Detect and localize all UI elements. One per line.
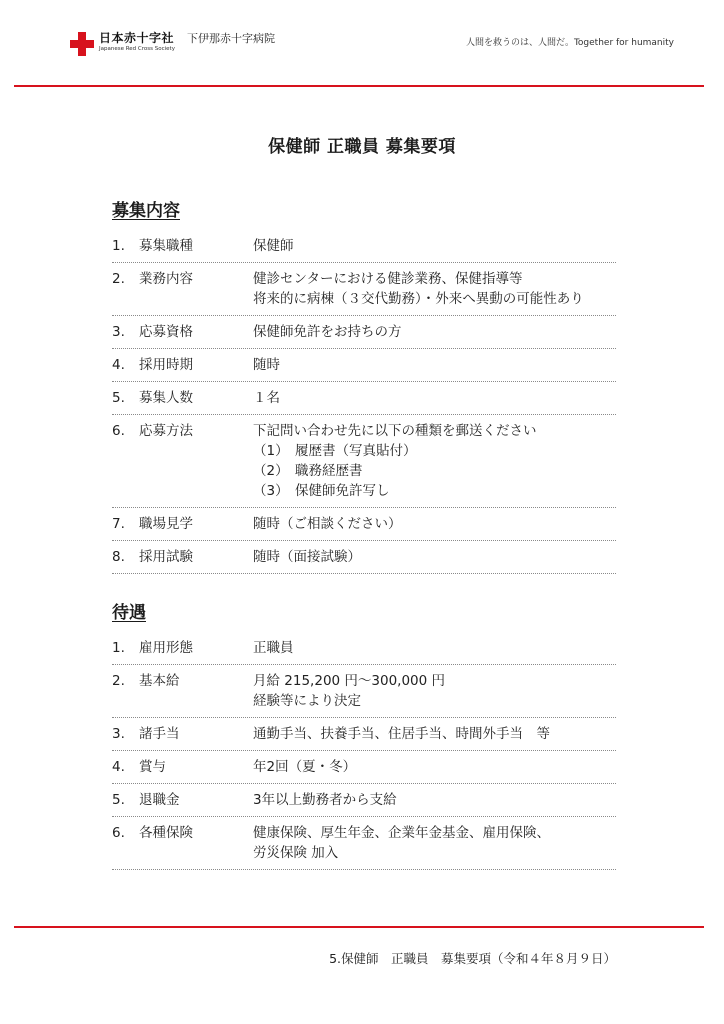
table-row <box>112 316 616 349</box>
sub-item <box>253 461 616 481</box>
tagline: 人間を救うのは、人間だ。Together for humanity <box>465 38 674 48</box>
row-number: 7. <box>112 516 125 532</box>
row-number: 5. <box>112 792 125 808</box>
benefits-section <box>112 602 616 870</box>
row-value <box>253 322 616 342</box>
value-line: 通勤手当、扶養手当、住居手当、時間外手当 等 <box>253 726 550 742</box>
footer-divider <box>14 926 704 928</box>
row-value <box>253 547 616 567</box>
table-row <box>112 632 616 665</box>
value-line: 随時 <box>253 357 280 373</box>
row-value <box>253 421 616 501</box>
row-value <box>253 724 616 744</box>
table-row <box>112 817 616 870</box>
table-row <box>112 784 616 817</box>
row-label <box>112 269 253 309</box>
org-name-en: Japanese Red Cross Society <box>99 46 175 52</box>
row-value <box>253 638 616 658</box>
row-number: 3. <box>112 726 125 742</box>
row-number: 2. <box>112 673 125 689</box>
row-number: 6. <box>112 825 125 841</box>
row-title: 業務内容 <box>139 271 193 287</box>
table-row <box>112 382 616 415</box>
row-title: 募集職種 <box>139 238 193 254</box>
org-name-jp: 日本赤十字社 <box>99 31 175 45</box>
page-header <box>0 0 724 88</box>
row-number: 1. <box>112 238 125 254</box>
header-divider <box>14 85 704 87</box>
row-label <box>112 388 253 408</box>
value-line: 保健師 <box>253 238 294 254</box>
row-number: 4. <box>112 357 125 373</box>
row-value <box>253 355 616 375</box>
row-title: 賞与 <box>139 759 166 775</box>
sub-item <box>253 441 616 461</box>
sub-item-text: 職務経歴書 <box>295 463 363 479</box>
value-line: 経験等により決定 <box>253 693 361 709</box>
sub-item-text: 保健師免許写し <box>295 483 390 499</box>
row-title: 諸手当 <box>139 726 180 742</box>
row-label <box>112 823 253 863</box>
value-line: 下記問い合わせ先に以下の種類を郵送ください <box>253 423 537 439</box>
value-line: 労災保険 加入 <box>253 845 339 861</box>
value-line: 健診センターにおける健診業務、保健指導等 <box>253 271 523 287</box>
row-label <box>112 322 253 342</box>
row-label <box>112 421 253 501</box>
row-title: 採用試験 <box>139 549 193 565</box>
table-row <box>112 508 616 541</box>
table-row <box>112 541 616 574</box>
row-label <box>112 547 253 567</box>
row-value <box>253 236 616 256</box>
row-label <box>112 638 253 658</box>
row-number: 5. <box>112 390 125 406</box>
table-row <box>112 415 616 508</box>
sub-item-number: （1） <box>253 443 289 459</box>
sub-item-number: （3） <box>253 483 289 499</box>
organization-name <box>99 31 175 53</box>
sub-item-text: 履歴書（写真貼付） <box>295 443 417 459</box>
row-title: 応募資格 <box>139 324 193 340</box>
row-value <box>253 671 616 711</box>
organization-logo <box>70 31 275 56</box>
value-line: 正職員 <box>253 640 294 656</box>
row-title: 応募方法 <box>139 423 193 439</box>
value-line: 健康保険、厚生年金、企業年金基金、雇用保険、 <box>253 825 550 841</box>
table-row <box>112 665 616 718</box>
document-title: 保健師 正職員 募集要項 <box>268 137 456 157</box>
value-line: 随時（面接試験） <box>253 549 361 565</box>
sub-item-number: （2） <box>253 463 289 479</box>
row-label <box>112 236 253 256</box>
table-row <box>112 718 616 751</box>
row-label <box>112 514 253 534</box>
row-number: 6. <box>112 423 125 439</box>
value-line: 随時（ご相談ください） <box>253 516 402 532</box>
row-label <box>112 355 253 375</box>
value-line: 3年以上勤務者から支給 <box>253 792 397 808</box>
table-row <box>112 230 616 263</box>
row-label <box>112 757 253 777</box>
row-number: 8. <box>112 549 125 565</box>
row-title: 雇用形態 <box>139 640 193 656</box>
table-row <box>112 263 616 316</box>
row-value <box>253 514 616 534</box>
row-label <box>112 724 253 744</box>
row-number: 3. <box>112 324 125 340</box>
row-number: 4. <box>112 759 125 775</box>
row-value <box>253 790 616 810</box>
row-title: 採用時期 <box>139 357 193 373</box>
row-value <box>253 757 616 777</box>
value-line: １名 <box>253 390 280 406</box>
value-line: 年2回（夏・冬） <box>253 759 357 775</box>
row-title: 募集人数 <box>139 390 193 406</box>
value-line: 保健師免許をお持ちの方 <box>253 324 402 340</box>
row-title: 各種保険 <box>139 825 193 841</box>
row-title: 退職金 <box>139 792 180 808</box>
value-line: 月給 215,200 円～300,000 円 <box>253 673 446 689</box>
hospital-name: 下伊那赤十字病院 <box>186 32 275 45</box>
table-row <box>112 349 616 382</box>
value-line: 将来的に病棟（３交代勤務）・外来へ異動の可能性あり <box>253 291 584 307</box>
row-number: 1. <box>112 640 125 656</box>
red-cross-icon <box>70 32 94 56</box>
row-value <box>253 269 616 309</box>
row-value <box>253 823 616 863</box>
document-reference: 5.保健師 正職員 募集要項（令和４年８月９日） <box>329 951 616 966</box>
recruitment-section <box>112 200 616 574</box>
row-label <box>112 671 253 711</box>
section-heading: 募集内容 <box>112 201 180 221</box>
row-title: 職場見学 <box>139 516 193 532</box>
section-heading: 待遇 <box>112 603 146 623</box>
sub-item <box>253 481 616 501</box>
row-title: 基本給 <box>139 673 180 689</box>
row-value <box>253 388 616 408</box>
row-label <box>112 790 253 810</box>
table-row <box>112 751 616 784</box>
row-number: 2. <box>112 271 125 287</box>
